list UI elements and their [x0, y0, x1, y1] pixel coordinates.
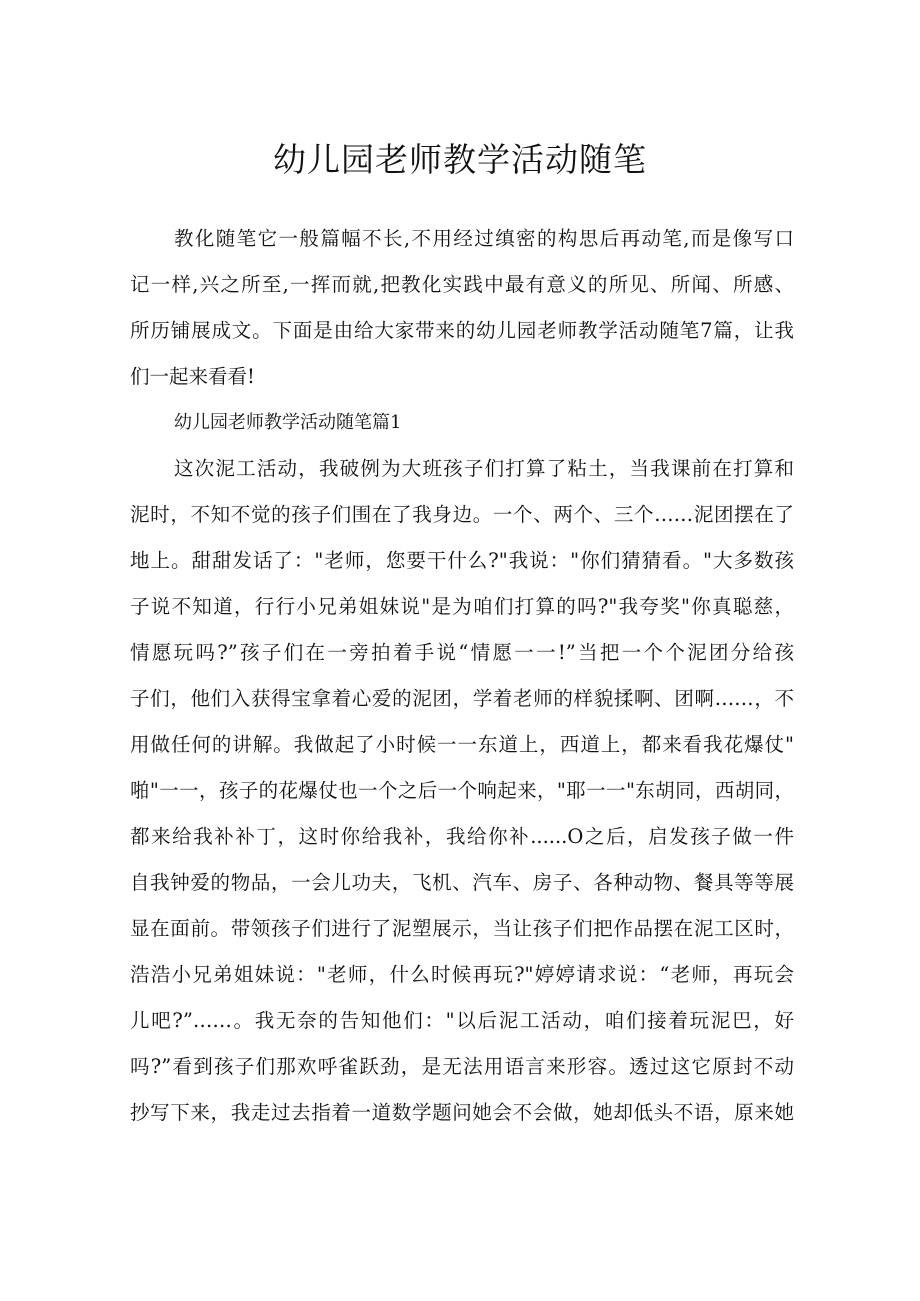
body-line: 儿吧?”……。我无奈的告知他们："以后泥工活动，咱们接着玩泥巴，好 — [130, 1009, 794, 1032]
intro-line: 所历铺展成文。下面是由给大家带来的幼儿园老师教学活动随笔7篇，让我 — [130, 319, 794, 342]
body-line: 地上。甜甜发话了："老师，您要干什么?"我说："你们猜猜看。"大多数孩 — [130, 549, 794, 572]
body-line: 用做任何的讲解。我做起了小时候一一东道上，西道上，都来看我花爆仗" — [130, 733, 794, 756]
body-line: 情愿玩吗?”孩子们在一旁拍着手说“情愿一一!”当把一个个泥团分给孩 — [130, 641, 794, 664]
body-line: 浩浩小兄弟姐妹说："老师，什么时候再玩?"婷婷请求说：“老师，再玩会 — [130, 963, 794, 986]
body-line: 吗?”看到孩子们那欢呼雀跃劲，是无法用语言来形容。透过这它原封不动 — [130, 1055, 794, 1078]
body-line: 子说不知道，行行小兄弟姐妹说"是为咱们打算的吗?"我夸奖"你真聪慈， — [130, 595, 794, 618]
document-title: 幼儿园老师教学活动随笔 — [273, 140, 647, 179]
body-line: 子们，他们入获得宝拿着心爱的泥团，学着老师的样貌揉啊、团啊……，不 — [130, 687, 794, 710]
body-line: 都来给我补补丁，这时你给我补，我给你补......O之后，启发孩子做一件 — [130, 825, 794, 848]
intro-line: 教化随笔它一般篇幅不长,不用经过缜密的构思后再动笔,而是像写口 — [174, 227, 794, 250]
body-line: 啪"一一，孩子的花爆仗也一个之后一个响起来，"耶一一"东胡同，西胡同， — [130, 779, 794, 802]
body-line: 这次泥工活动，我破例为大班孩子们打算了粘土，当我课前在打算和 — [174, 457, 794, 480]
intro-line: 们一起来看看! — [130, 365, 255, 388]
body-line: 抄写下来，我走过去指着一道数学题问她会不会做，她却低头不语，原来她 — [130, 1101, 794, 1124]
intro-line: 记一样,兴之所至,一挥而就,把教化实践中最有意义的所见、所闻、所感、 — [130, 273, 794, 296]
body-line: 自我钟爱的物品，一会儿功夫，飞机、汽车、房子、各种动物、餐具等等展 — [130, 871, 794, 894]
section-heading: 幼儿园老师教学活动随笔篇1 — [174, 412, 402, 433]
body-line: 显在面前。带领孩子们进行了泥塑展示，当让孩子们把作品摆在泥工区时， — [130, 917, 794, 940]
document-body — [130, 216, 794, 1136]
body-line: 泥时，不知不觉的孩子们围在了我身边。一个、两个、三个……泥团摆在了 — [130, 503, 794, 526]
